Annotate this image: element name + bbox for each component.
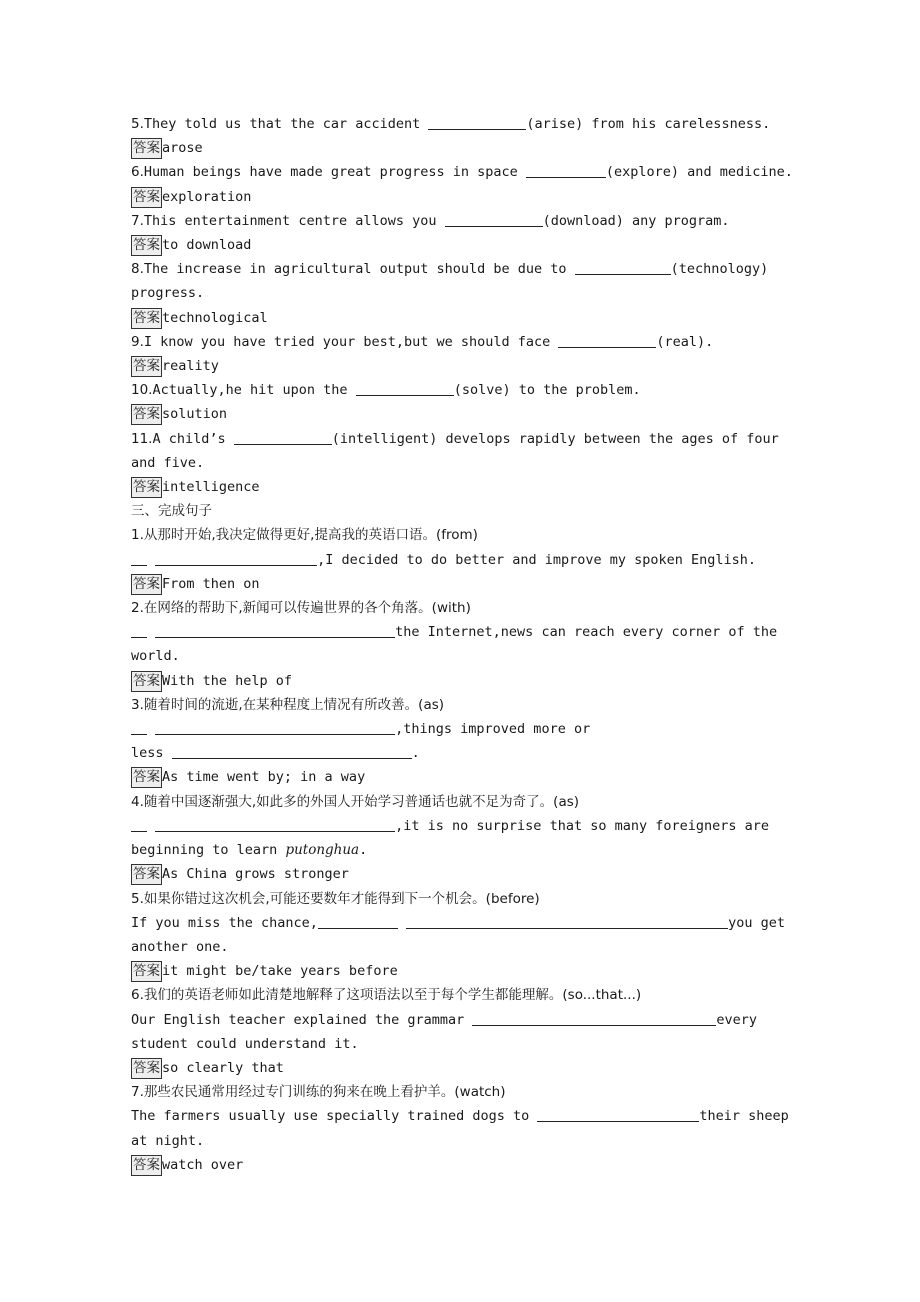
- answer-blank[interactable]: [575, 259, 671, 275]
- sentence-2-line: the Internet,news can reach every corner of the: [131, 620, 793, 644]
- sentence-3-line: ,things improved more or: [131, 717, 793, 741]
- sentence-1-line: ,I decided to do better and improve my spoken English.: [131, 548, 793, 572]
- answer-tag: 答案: [131, 235, 162, 256]
- answer-6: 答案 exploration: [131, 185, 793, 209]
- answer-tag: 答案: [131, 767, 162, 788]
- answer-blank[interactable]: [155, 550, 317, 566]
- answer-9: 答案 reality: [131, 354, 793, 378]
- answer-5: 答案 arose: [131, 136, 793, 160]
- answer-tag: 答案: [131, 404, 162, 425]
- answer-blank[interactable]: [318, 913, 398, 929]
- sentence-3-prompt: 3.随着时间的流逝,在某种程度上情况有所改善。(as): [131, 696, 445, 713]
- question-9: 9.I know you have tried your best,but we should face (real).: [131, 333, 714, 350]
- sentence-4-answer: 答案 As China grows stronger: [131, 862, 793, 886]
- answer-tag: 答案: [131, 671, 162, 692]
- sentence-4-line: ,it is no surprise that so many foreigners are: [131, 814, 793, 838]
- sentence-6-prompt: 6.我们的英语老师如此清楚地解释了这项语法以至于每个学生都能理解。(so...that...): [131, 987, 642, 1004]
- answer-blank[interactable]: [356, 380, 454, 396]
- sentence-6-answer: 答案 so clearly that: [131, 1056, 793, 1080]
- answer-blank[interactable]: [172, 743, 412, 759]
- answer-blank[interactable]: [131, 816, 147, 832]
- exercise-page: [131, 112, 793, 1177]
- answer-tag: 答案: [131, 574, 162, 595]
- answer-blank[interactable]: [155, 816, 395, 832]
- sentence-6-cont: student could understand it.: [131, 1035, 359, 1052]
- answer-blank[interactable]: [445, 211, 543, 227]
- sentence-6-line: Our English teacher explained the grammar every: [131, 1011, 758, 1028]
- answer-blank[interactable]: [406, 913, 728, 929]
- sentence-7-cont: at night.: [131, 1132, 205, 1149]
- question-5: 5.They told us that the car accident (arise) from his carelessness.: [131, 116, 771, 132]
- answer-10: 答案 solution: [131, 402, 793, 426]
- sentence-5-cont: another one.: [131, 938, 229, 955]
- answer-11: 答案 intelligence: [131, 475, 793, 499]
- answer-8: 答案 technological: [131, 306, 793, 330]
- answer-blank[interactable]: [155, 622, 395, 638]
- answer-blank[interactable]: [526, 162, 606, 178]
- answer-blank[interactable]: [234, 429, 332, 445]
- question-7: 7.This entertainment centre allows you (download) any program.: [131, 212, 730, 229]
- answer-tag: 答案: [131, 356, 162, 377]
- sentence-7-line: The farmers usually use specially trained dogs to their sheep: [131, 1108, 789, 1125]
- answer-tag: 答案: [131, 477, 162, 498]
- answer-tag: 答案: [131, 961, 162, 982]
- answer-blank[interactable]: [131, 550, 147, 566]
- answer-tag: 答案: [131, 138, 162, 159]
- answer-tag: 答案: [131, 864, 162, 885]
- sentence-4-prompt: 4.随着中国逐渐强大,如此多的外国人开始学习普通话也就不足为奇了。(as): [131, 793, 580, 810]
- question-11: 11.A child’s (intelligent) develops rapidly between the ages of four: [131, 430, 779, 447]
- answer-blank[interactable]: [131, 719, 147, 735]
- answer-blank[interactable]: [537, 1106, 699, 1122]
- answer-tag: 答案: [131, 1155, 162, 1176]
- sentence-7-prompt: 7.那些农民通常用经过专门训练的狗来在晚上看护羊。(watch): [131, 1084, 506, 1101]
- question-6: 6.Human beings have made great progress in space (explore) and medicine.: [131, 164, 793, 181]
- answer-blank[interactable]: [428, 114, 526, 130]
- sentence-5-line: If you miss the chance, you get: [131, 914, 785, 931]
- sentence-1-answer: 答案 From then on: [131, 572, 793, 596]
- answer-7: 答案 to download: [131, 233, 793, 257]
- question-8-cont: progress.: [131, 285, 205, 302]
- sentence-1-prompt: 1.从那时开始,我决定做得更好,提高我的英语口语。(from): [131, 527, 478, 544]
- sentence-4-cont: beginning to learn putonghua.: [131, 842, 368, 859]
- answer-blank[interactable]: [131, 622, 147, 638]
- sentence-5-prompt: 5.如果你错过这次机会,可能还要数年才能得到下一个机会。(before): [131, 890, 540, 907]
- sentence-2-cont: world.: [131, 648, 180, 665]
- sentence-2-answer: 答案 With the help of: [131, 669, 793, 693]
- answer-blank[interactable]: [155, 719, 395, 735]
- question-11-cont: and five.: [131, 454, 205, 471]
- sentence-2-prompt: 2.在网络的帮助下,新闻可以传遍世界的各个角落。(with): [131, 600, 471, 617]
- question-8: 8.The increase in agricultural output should be due to (technology): [131, 261, 769, 278]
- sentence-3-cont: less .: [131, 745, 420, 762]
- answer-tag: 答案: [131, 187, 162, 208]
- question-10: 10.Actually,he hit upon the (solve) to the problem.: [131, 382, 641, 399]
- answer-blank[interactable]: [472, 1010, 716, 1026]
- answer-blank[interactable]: [558, 332, 656, 348]
- answer-tag: 答案: [131, 308, 162, 329]
- sentence-3-answer: 答案 As time went by; in a way: [131, 765, 793, 789]
- answer-tag: 答案: [131, 1058, 162, 1079]
- sentence-7-answer: 答案 watch over: [131, 1153, 793, 1177]
- sentence-5-answer: 答案 it might be/take years before: [131, 959, 793, 983]
- section-title: 三、完成句子: [131, 503, 212, 520]
